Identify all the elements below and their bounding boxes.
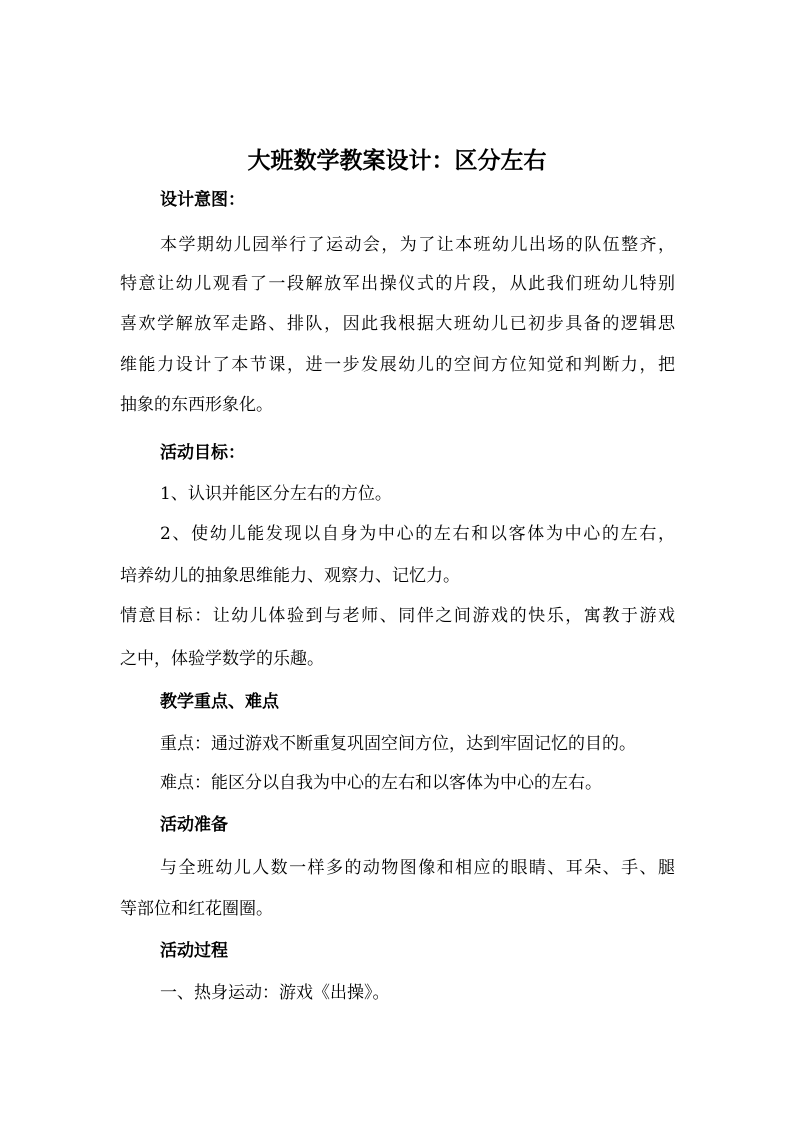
design-intent-line: 维能力设计了本节课，进一步发展幼儿的空间方位知觉和判断力，把 [120,355,675,375]
process-step-1: 一、热身运动：游戏《出操》。 [160,983,390,1003]
emotion-goal-cont: 之中，体验学数学的乐趣。 [120,649,324,669]
design-intent-line: 本学期幼儿园举行了运动会，为了让本班幼儿出场的队伍整齐， [160,235,675,255]
activity-goals-heading: 活动目标： [160,443,245,463]
preparation-line: 与全班幼儿人数一样多的动物图像和相应的眼睛、耳朵、手、腿 [160,858,675,878]
key-point: 重点：通过游戏不断重复巩固空间方位，达到牢固记忆的目的。 [160,734,636,754]
design-intent-line: 特意让幼儿观看了一段解放军出操仪式的片段，从此我们班幼儿特别 [120,274,675,294]
preparation-line: 等部位和红花圈圈。 [120,899,273,919]
goal-item-2-cont: 培养幼儿的抽象思维能力、观察力、记忆力。 [120,566,460,586]
design-intent-heading: 设计意图： [160,190,245,210]
design-intent-line: 抽象的东西形象化。 [120,395,273,415]
goal-item-1: 1、认识并能区分左右的方位。 [160,484,392,504]
design-intent-line: 喜欢学解放军走路、排队，因此我根据大班幼儿已初步具备的逻辑思 [120,314,675,334]
preparation-heading: 活动准备 [160,815,228,835]
process-heading: 活动过程 [160,941,228,961]
page-title: 大班数学教案设计：区分左右 [247,147,547,174]
key-points-heading: 教学重点、难点 [160,692,279,712]
difficulty-point: 难点：能区分以自我为中心的左右和以客体为中心的左右。 [160,773,602,793]
emotion-goal: 情意目标：让幼儿体验到与老师、同伴之间游戏的快乐，寓教于游戏 [120,606,675,626]
goal-item-2: 2、使幼儿能发现以自身为中心的左右和以客体为中心的左右， [160,524,675,544]
